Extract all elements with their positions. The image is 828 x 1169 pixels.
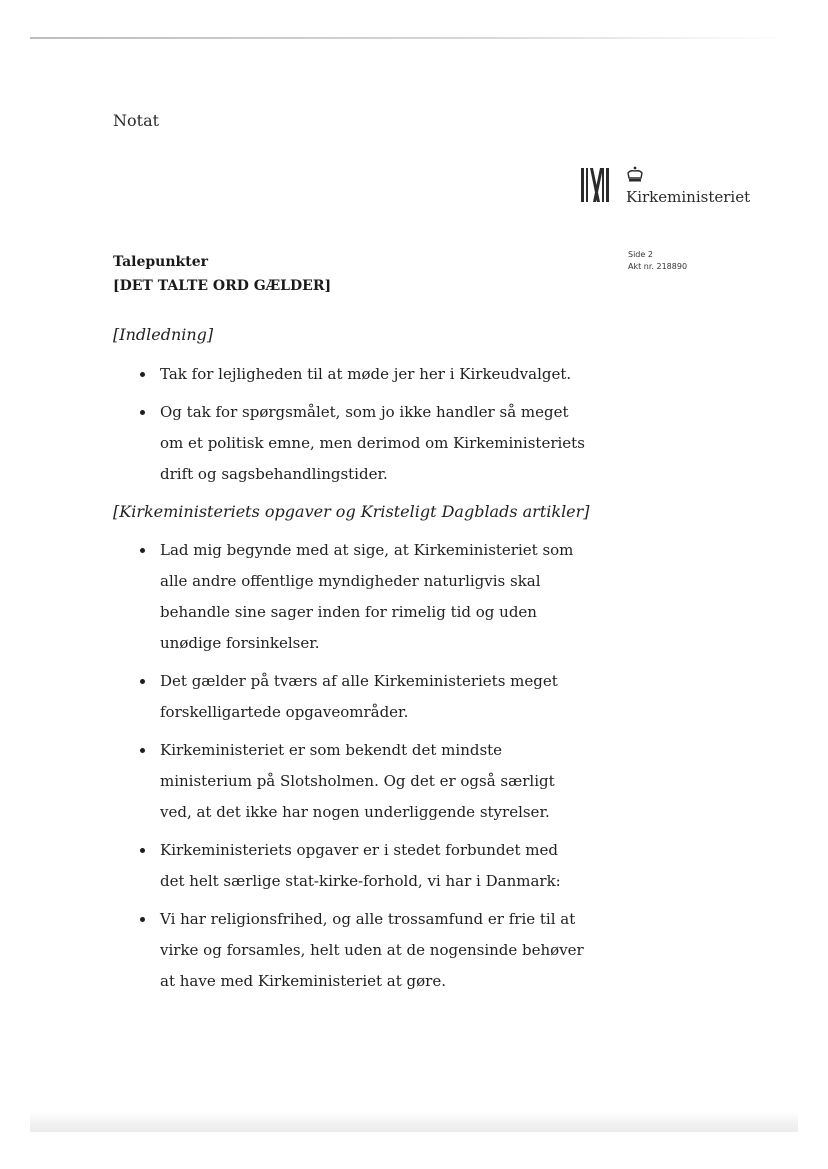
list-item: Lad mig begynde med at sige, at Kirkeministeriet som alle andre offentlige myndigheder naturligvis skal behandle sine sager inden for rimelig tid og uden unødige forsinkelser. xyxy=(137,535,587,659)
section-title-tasks: [Kirkeministeriets opgaver og Kristeligt Dagblads artikler] xyxy=(113,502,590,521)
crown-icon xyxy=(626,166,644,184)
ministry-logo xyxy=(580,166,750,210)
list-item: Kirkeministeriets opgaver er i stedet forbundet med det helt særlige stat-kirke-forhold, vi har i Danmark: xyxy=(137,835,587,897)
scan-edge-top xyxy=(30,37,790,39)
document-heading xyxy=(113,250,331,298)
section-title-intro: [Indledning] xyxy=(113,325,214,344)
scan-edge-bottom xyxy=(30,1112,798,1132)
page-number: Side 2 xyxy=(628,250,653,259)
heading-title: Talepunkter xyxy=(113,254,208,270)
list-item: Tak for lejligheden til at møde jer her i Kirkeudvalget. xyxy=(137,359,587,390)
ministry-name: Kirkeministeriet xyxy=(626,188,751,206)
list-item: Vi har religionsfrihed, og alle trossamfund er frie til at virke og forsamles, helt uden at de nogensinde behøver at have med Kirkeministeriet at gøre. xyxy=(137,904,587,997)
document-type-label: Notat xyxy=(113,111,160,130)
heading-subtitle: [DET TALTE ORD GÆLDER] xyxy=(113,278,332,294)
list-item: Kirkeministeriet er som bekendt det mindste ministerium på Slotsholmen. Og det er også særligt ved, at det ikke har nogen underliggende styrelser. xyxy=(137,735,587,828)
ministry-logo-mark xyxy=(580,166,610,204)
intro-bullet-list xyxy=(137,359,587,497)
case-number: Akt nr. 218890 xyxy=(628,262,688,271)
document-meta xyxy=(628,249,687,273)
list-item: Det gælder på tværs af alle Kirkeministeriets meget forskelligartede opgaveområder. xyxy=(137,666,587,728)
tasks-bullet-list xyxy=(137,535,587,1004)
list-item: Og tak for spørgsmålet, som jo ikke handler så meget om et politisk emne, men derimod om Kirkeministeriets drift og sagsbehandlingstider. xyxy=(137,397,587,490)
